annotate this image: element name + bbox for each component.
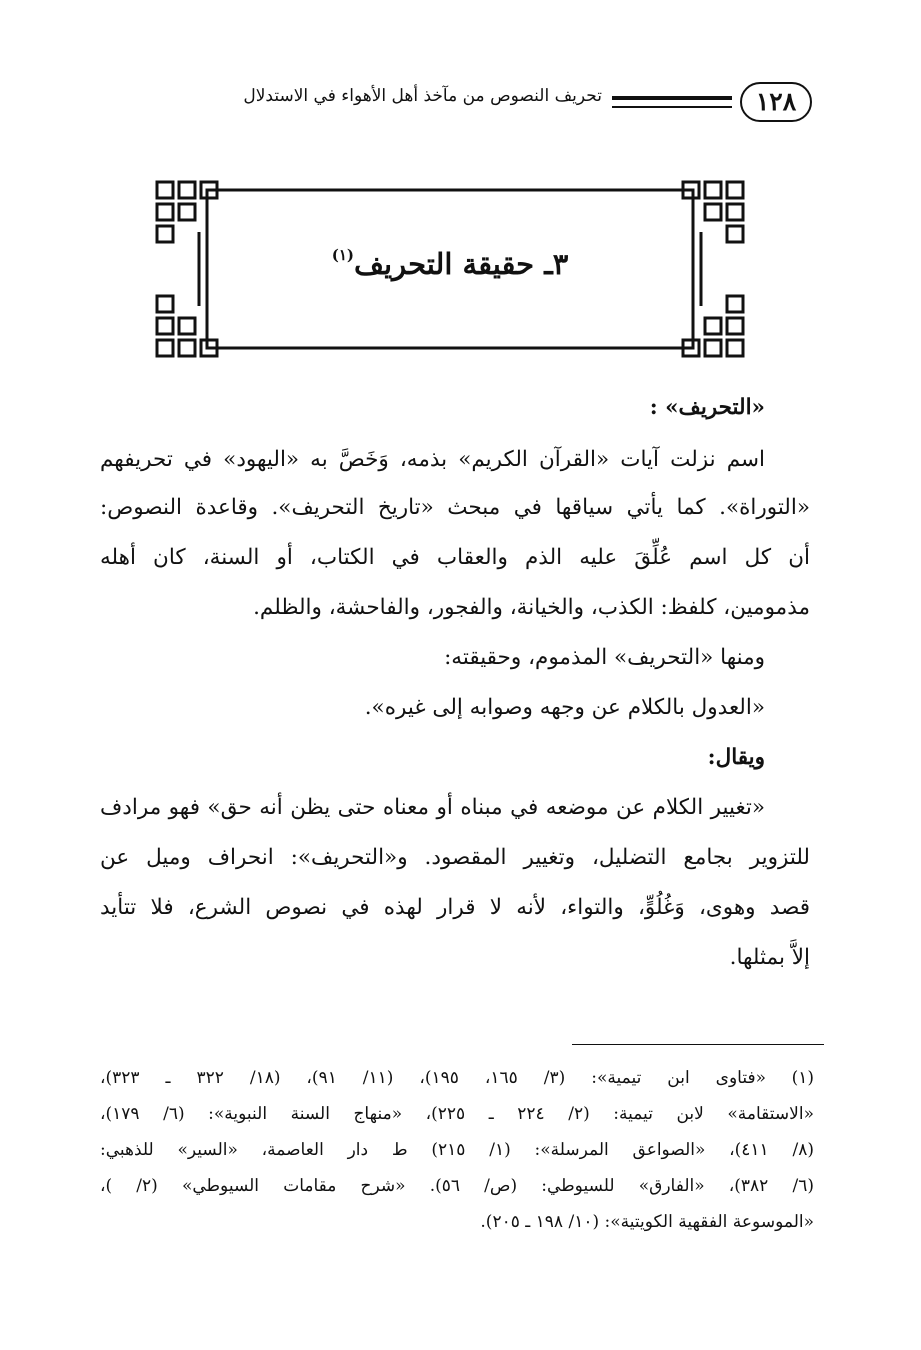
footnote-number: (١) bbox=[791, 1068, 814, 1088]
paragraph-line: اسم نزلت آيات «القرآن الكريم» بذمه، وَخَصَّ به «اليهود» في تحريفهم bbox=[100, 447, 765, 472]
paragraph-line: «تغيير الكلام عن موضعه في مبناه أو معناه حتى يظن أنه حق» فهو مرادف bbox=[100, 795, 765, 820]
footnote-line: (٦/ ٣٨٢)، «الفارق» للسيوطي: (ص/ ٥٦). «شرح مقامات السيوطي» (٢/ )، bbox=[100, 1176, 814, 1196]
definition-quote: «العدول بالكلام عن وجهه وصوابه إلى غيره». bbox=[364, 695, 765, 720]
page-header bbox=[95, 82, 812, 126]
footnote-line: «الاستقامة» لابن تيمية: (٢/ ٢٢٤ ـ ٢٢٥)، «منهاج السنة النبوية»: (٦/ ١٧٩)، bbox=[100, 1104, 814, 1124]
footnote-marker: (١) bbox=[331, 246, 354, 264]
chapter-title bbox=[155, 246, 745, 281]
paragraph-line: إلاَّ بمثلها. bbox=[729, 945, 810, 970]
paragraph-line: للتزوير بجامع التضليل، وتغيير المقصود. و«التحريف»: انحراف وميل عن bbox=[100, 845, 810, 870]
chapter-title-text: ٣ـ حقيقة التحريف bbox=[353, 247, 569, 281]
page-number: ١٢٨ bbox=[740, 82, 812, 122]
paragraph-line: قصد وهوى، وَغُلُوٍّ، والتواء، لأنه لا قرار لهذه في نصوص الشرع، فلا تتأيد bbox=[100, 895, 810, 920]
paragraph-line: ومنها «التحريف» المذموم، وحقيقته: bbox=[444, 645, 765, 670]
footnote-separator bbox=[572, 1044, 824, 1045]
paragraph-line: «التوراة». كما يأتي سياقها في مبحث «تاريخ التحريف». وقاعدة النصوص: bbox=[100, 495, 810, 520]
footnote-line: (٨/ ٤١١)، «الصواعق المرسلة»: (١/ ٢١٥) ط دار العاصمة، «السير» للذهبي: bbox=[100, 1140, 814, 1160]
paragraph-line: مذمومين، كلفظ: الكذب، والخيانة، والفجور، والفاحشة، والظلم. bbox=[253, 595, 810, 620]
header-rule bbox=[612, 96, 732, 108]
paragraph-line: أن كل اسم عُلِّقَ عليه الذم والعقاب في الكتاب، أو السنة، كان أهله bbox=[100, 545, 810, 570]
term-heading: «التحريف» : bbox=[649, 395, 765, 420]
subheading-yuqal: ويقال: bbox=[707, 745, 765, 770]
chapter-frame bbox=[155, 180, 745, 358]
running-title: تحريف النصوص من مآخذ أهل الأهواء في الاستدلال bbox=[243, 86, 602, 106]
footnote-line: «الموسوعة الفقهية الكويتية»: (١٠/ ١٩٨ ـ ٢٠٥). bbox=[480, 1212, 814, 1232]
footnote-text: «فتاوى ابن تيمية»: (٣/ ١٦٥، ١٩٥)، (١١/ ٩١)، (١٨/ ٣٢٢ ـ ٣٢٣)، bbox=[100, 1068, 767, 1088]
